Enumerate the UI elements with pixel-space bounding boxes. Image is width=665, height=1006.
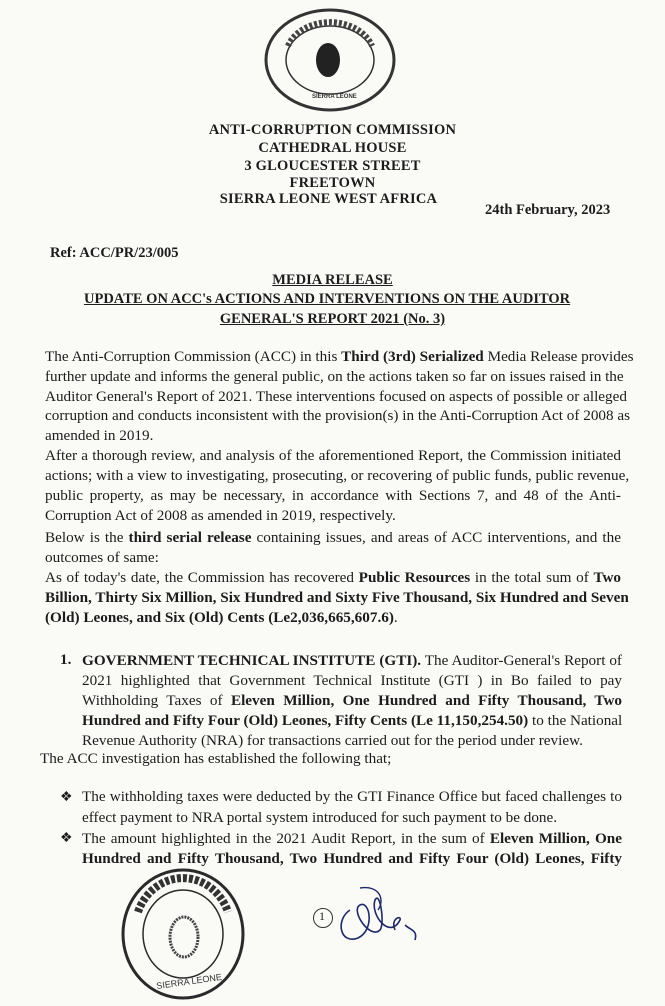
letterhead-line: CATHEDRAL HOUSE xyxy=(258,140,407,156)
diamond-bullet-icon: ❖ xyxy=(60,831,73,846)
commission-stamp xyxy=(118,862,248,1002)
item-number: 1. xyxy=(60,651,72,668)
text-line xyxy=(82,691,622,711)
text: effect payment to NRA portal system introduced for such payment to be done. xyxy=(82,809,558,826)
text-line xyxy=(45,426,621,446)
text-line xyxy=(82,671,622,691)
bold-text: (Old) Leones, and Six (Old) Cents (Le2,036,665,607.6) xyxy=(45,609,394,626)
bold-text: Public Resources xyxy=(358,569,471,586)
text: amended in 2019. xyxy=(45,427,154,444)
commission-seal-logo xyxy=(262,6,398,114)
text-line xyxy=(82,808,622,828)
text: Media Release provides xyxy=(483,348,634,365)
release-title-line-2: GENERAL'S REPORT 2021 (No. 3) xyxy=(219,311,446,327)
text-line xyxy=(45,446,621,466)
text: actions; with a view to investigating, prosecuting, or recovering of public funds, public revenue, xyxy=(45,467,630,484)
page-number: 1 xyxy=(319,909,325,923)
text-line xyxy=(45,588,629,608)
text: further update and informs the general public, on the actions taken so far on issues raised in the xyxy=(45,368,624,385)
text: Withholding Taxes of xyxy=(82,692,231,709)
bold-text: GOVERNMENT TECHNICAL INSTITUTE (GTI). xyxy=(82,652,422,669)
text-line xyxy=(45,466,630,486)
bold-text: Two xyxy=(593,569,622,586)
text-line xyxy=(82,651,622,671)
text: The Auditor-General's Report of xyxy=(421,652,622,669)
text: The Anti-Corruption Commission (ACC) in this xyxy=(45,348,342,365)
text-line xyxy=(82,787,622,807)
letterhead-line: FREETOWN xyxy=(289,175,376,191)
text: Below is the xyxy=(45,529,129,546)
text-line xyxy=(45,347,634,367)
text: The withholding taxes were deducted by the GTI Finance Office but faced challenges to xyxy=(82,788,622,805)
text: Auditor General's Report of 2021. These interventions focused on aspects of possible or alleged xyxy=(45,388,627,405)
text: corruption and conducts inconsistent with the provision(s) in the Anti-Corruption Act of 2008 as xyxy=(45,407,631,424)
svg-text:SIERRA LEONE: SIERRA LEONE xyxy=(155,971,223,992)
text-line xyxy=(82,829,622,849)
text-line xyxy=(45,387,627,407)
bold-text: Eleven Million, One xyxy=(489,830,622,847)
text: Revenue Authority (NRA) for transactions carried out for the period under review. xyxy=(82,732,583,749)
text: 2021 highlighted that Government Technical Institute (GTI ) in Bo failed to pay xyxy=(82,672,622,689)
media-release-heading: MEDIA RELEASE xyxy=(272,272,393,288)
text: . xyxy=(393,609,398,626)
bold-text: Third (3rd) Serialized xyxy=(341,348,484,365)
svg-text:SIERRA LEONE: SIERRA LEONE xyxy=(312,94,357,100)
letterhead-line: SIERRA LEONE WEST AFRICA xyxy=(219,191,438,207)
text-line xyxy=(45,568,621,588)
text-line xyxy=(45,528,621,548)
bold-text: third serial release xyxy=(128,529,252,546)
text: containing issues, and areas of ACC interventions, and the xyxy=(251,529,621,546)
text-line xyxy=(45,406,631,426)
text-line xyxy=(82,711,622,731)
text: outcomes of same: xyxy=(45,549,159,566)
letterhead-line: ANTI-CORRUPTION COMMISSION xyxy=(208,122,457,138)
diamond-bullet-icon: ❖ xyxy=(60,790,73,805)
bold-text: Eleven Million, One Hundred and Fifty Thousand, Two xyxy=(230,692,623,709)
bold-text: Hundred and Fifty Thousand, Two Hundred and Fifty Four (Old) Leones, Fifty xyxy=(82,850,622,867)
text: in the total sum of xyxy=(470,569,594,586)
bold-text: Hundred and Fifty Four (Old) Leones, Fifty Cents (Le 11,150,254.50) xyxy=(82,712,529,729)
text: The amount highlighted in the 2021 Audit Report, in the sum of xyxy=(82,830,490,847)
text: to the National xyxy=(528,712,623,729)
reference-number: Ref: ACC/PR/23/005 xyxy=(50,245,179,261)
bold-text: Billion, Thirty Six Million, Six Hundred and Sixty Five Thousand, Six Hundred and Seven xyxy=(45,589,629,606)
text: After a thorough review, and analysis of the aforementioned Report, the Commission initiated xyxy=(45,447,621,464)
text-line xyxy=(45,608,621,628)
text: As of today's date, the Commission has recovered xyxy=(45,569,359,586)
signature xyxy=(330,880,430,955)
text-line xyxy=(45,506,621,526)
letterhead-line: 3 GLOUCESTER STREET xyxy=(244,158,421,174)
text: public property, as may be necessary, in accordance with Sections 7, and 48 of the Anti- xyxy=(45,487,621,504)
investigation-intro: The ACC investigation has established the following that; xyxy=(40,750,392,767)
text-line xyxy=(45,548,621,568)
text-line xyxy=(45,367,624,387)
text: Corruption Act of 2008 as amended in 2019, respectively. xyxy=(45,507,396,524)
text-line xyxy=(82,731,622,751)
text-line xyxy=(45,486,621,506)
release-title-line-1: UPDATE ON ACC's ACTIONS AND INTERVENTIONS ON THE AUDITOR xyxy=(84,291,571,307)
document-date: 24th February, 2023 xyxy=(485,202,611,218)
